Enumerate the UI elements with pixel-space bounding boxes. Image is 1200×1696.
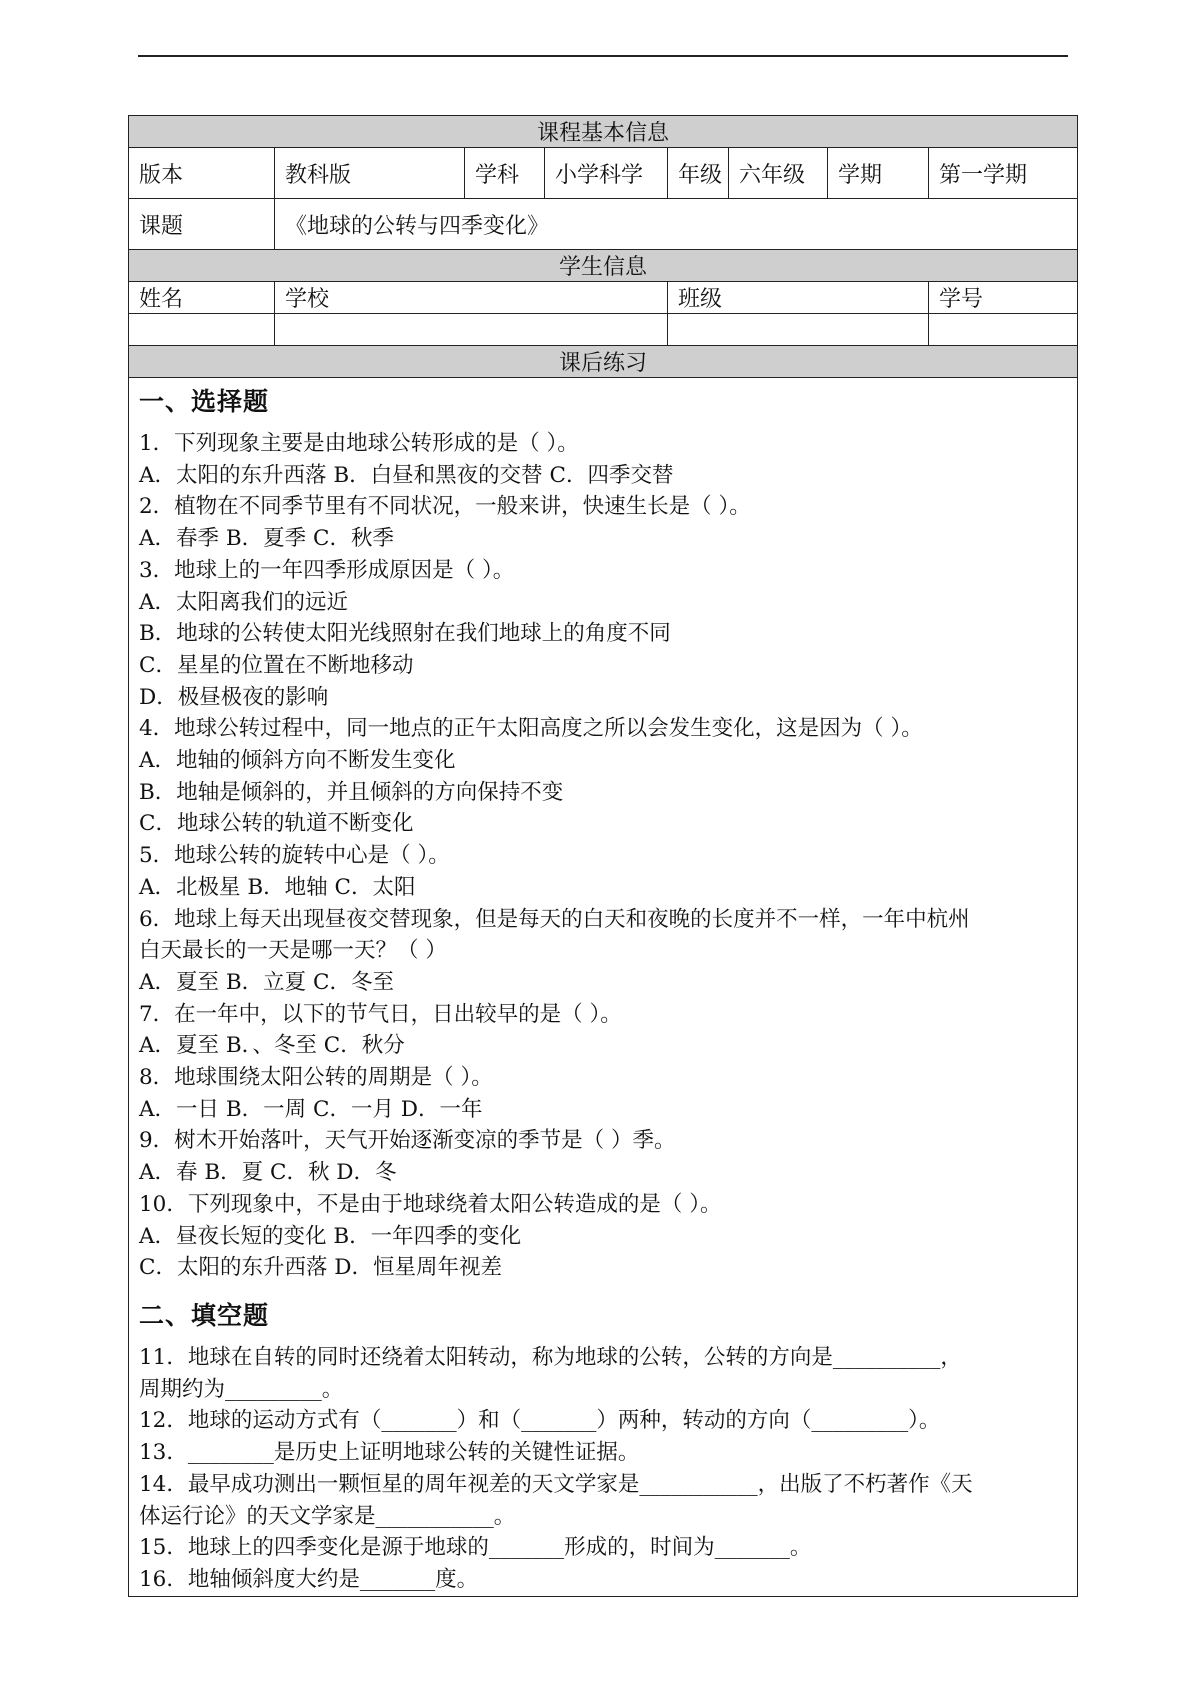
question-line: B．地轴是倾斜的，并且倾斜的方向保持不变 (139, 779, 564, 805)
class-label: 班级 (668, 282, 929, 314)
question-line: A．春 B．夏 C．秋 D．冬 (139, 1160, 397, 1186)
question-line: A．春季 B．夏季 C．秋季 (139, 526, 394, 552)
question-line: 白天最长的一天是哪一天？（ ） (139, 938, 447, 964)
question-line: 8．地球围绕太阳公转的周期是（ ）。 (139, 1065, 493, 1091)
worksheet-table (128, 115, 1078, 1597)
class-field[interactable] (668, 314, 929, 346)
question-line: 10．下列现象中，不是由于地球绕着太阳公转造成的是（ ）。 (139, 1191, 722, 1217)
question-line: 11．地球在自转的同时还绕着太阳转动，称为地球的公转，公转的方向是__________， (139, 1344, 962, 1370)
student-info-header: 学生信息 (129, 250, 1078, 282)
question-line: 9．树木开始落叶，天气开始逐渐变凉的季节是（ ）季。 (139, 1128, 676, 1154)
question-line: 2．植物在不同季节里有不同状况，一般来讲，快速生长是（ ）。 (139, 494, 751, 520)
term-value: 第一学期 (929, 148, 1078, 199)
question-line: 1．下列现象主要是由地球公转形成的是（ ）。 (139, 431, 579, 456)
school-label: 学校 (275, 282, 668, 314)
section-title-fill: 二、填空题 (139, 1300, 270, 1330)
question-line: 12．地球的运动方式有（_______）和（_______）两种，转动的方向（_________）。 (139, 1408, 941, 1434)
question-line: 4．地球公转过程中，同一地点的正午太阳高度之所以会发生变化，这是因为（ ）。 (139, 716, 923, 742)
question-line: 体运行论》的天文学家是___________。 (139, 1503, 516, 1529)
number-label: 学号 (929, 282, 1078, 314)
question-line: B．地球的公转使太阳光线照射在我们地球上的角度不同 (139, 621, 671, 647)
question-line: 5．地球公转的旋转中心是（ ）。 (139, 843, 450, 869)
topic-label: 课题 (129, 199, 275, 250)
question-line: 13．________是历史上证明地球公转的关键性证据。 (139, 1440, 640, 1466)
question-line: A．昼夜长短的变化 B．一年四季的变化 (139, 1223, 522, 1249)
question-line: 周期约为_________。 (139, 1376, 344, 1402)
subject-value: 小学科学 (545, 148, 668, 199)
name-label: 姓名 (129, 282, 275, 314)
number-field[interactable] (929, 314, 1078, 346)
term-label: 学期 (828, 148, 929, 199)
question-line: A．夏至 B．立夏 C．冬至 (139, 969, 394, 995)
header-rule (138, 55, 1068, 57)
subject-label: 学科 (465, 148, 545, 199)
question-line: C．太阳的东升西落 D．恒星周年视差 (139, 1255, 503, 1281)
practice-content (129, 378, 1078, 1597)
section-title-choice: 一、选择题 (139, 387, 270, 416)
question-line: 7．在一年中，以下的节气日，日出较早的是（ ）。 (139, 1001, 622, 1027)
question-line: 14．最早成功测出一颗恒星的周年视差的天文学家是___________，出版了不朽著作《天 (139, 1471, 973, 1497)
practice-header: 课后练习 (129, 346, 1078, 378)
question-line: 15．地球上的四季变化是源于地球的_______形成的，时间为_______。 (139, 1535, 812, 1561)
fill-questions (139, 1342, 1067, 1596)
name-field[interactable] (129, 314, 275, 346)
question-line: A．地轴的倾斜方向不断发生变化 (139, 748, 456, 774)
topic-value: 《地球的公转与四季变化》 (275, 199, 1078, 250)
edition-label: 版本 (129, 148, 275, 199)
question-line: A．太阳的东升西落 B．白昼和黑夜的交替 C．四季交替 (139, 462, 674, 488)
question-line: 16．地轴倾斜度大约是_______度。 (139, 1566, 479, 1592)
question-line: D．极昼极夜的影响 (139, 684, 329, 710)
question-line: C．地球公转的轨道不断变化 (139, 811, 414, 837)
course-info-header: 课程基本信息 (129, 116, 1078, 148)
question-line: A．太阳离我们的远近 (139, 589, 349, 615)
school-field[interactable] (275, 314, 668, 346)
question-line: A．夏至 B．、冬至 C．秋分 (139, 1033, 405, 1059)
choice-questions (139, 428, 1067, 1284)
question-line: A．一日 B．一周 C．一月 D．一年 (139, 1096, 483, 1122)
edition-value: 教科版 (275, 148, 465, 199)
question-line: 3．地球上的一年四季形成原因是（ ）。 (139, 557, 515, 583)
question-line: C．星星的位置在不断地移动 (139, 652, 414, 678)
question-line: A．北极星 B．地轴 C．太阳 (139, 874, 416, 900)
grade-value: 六年级 (729, 148, 828, 199)
grade-label: 年级 (668, 148, 729, 199)
question-line: 6．地球上每天出现昼夜交替现象，但是每天的白天和夜晚的长度并不一样，一年中杭州 (139, 906, 970, 932)
